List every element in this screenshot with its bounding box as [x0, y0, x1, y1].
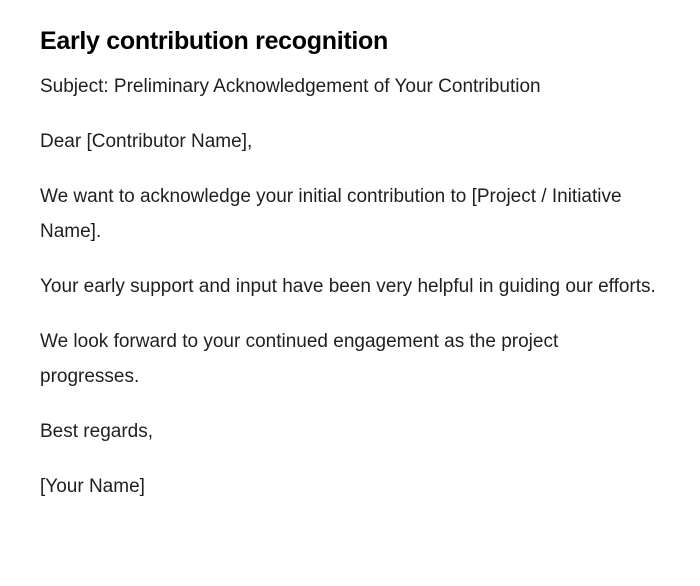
subject-line: Subject: Preliminary Acknowledgement of Your Contribution	[40, 76, 541, 97]
body-paragraph-acknowledgement: We want to acknowledge your initial contribution to [Project / Initiative Name].	[40, 186, 622, 242]
closing: Best regards,	[40, 421, 153, 442]
document-title: Early contribution recognition	[40, 27, 388, 55]
body-paragraph-support: Your early support and input have been very helpful in guiding our efforts.	[40, 276, 656, 297]
greeting: Dear [Contributor Name],	[40, 131, 253, 152]
signature: [Your Name]	[40, 476, 145, 497]
body-paragraph-engagement: We look forward to your continued engagement as the project progresses.	[40, 331, 559, 387]
